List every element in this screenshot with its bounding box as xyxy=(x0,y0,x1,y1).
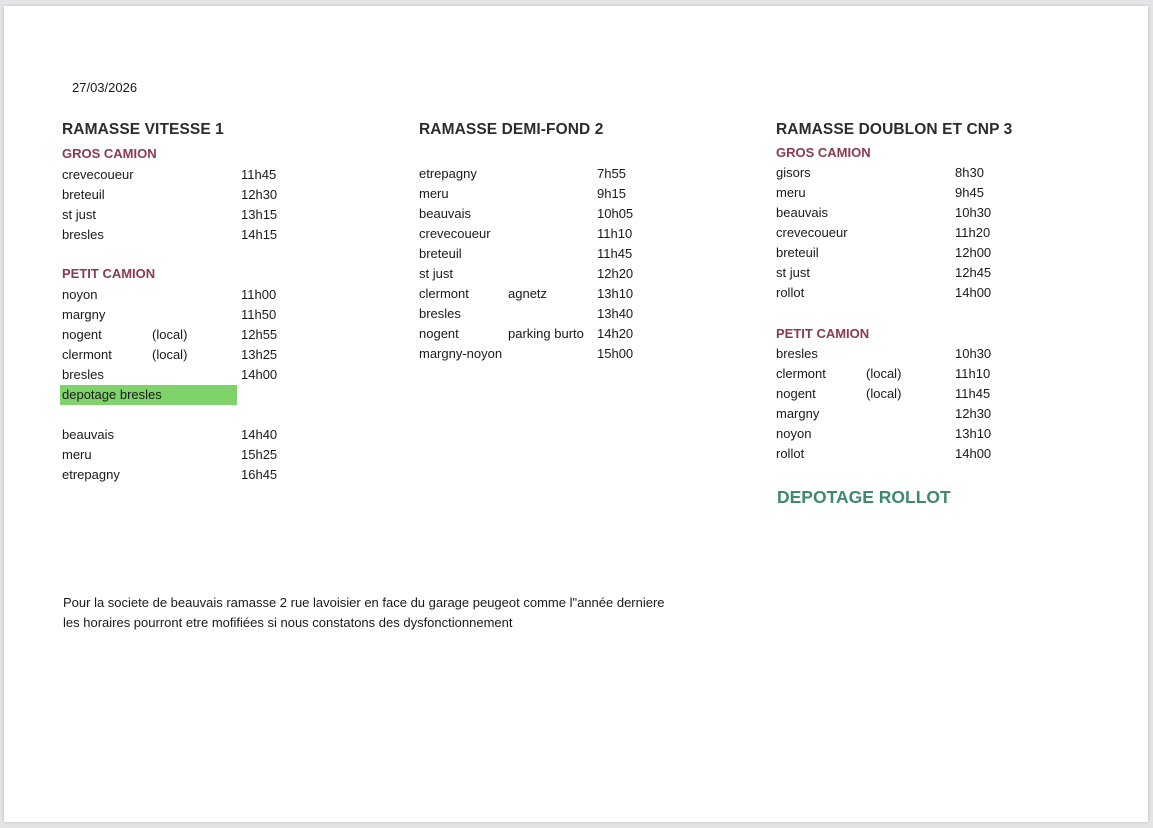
row-time: 14h00 xyxy=(241,367,278,382)
row-place: breteuil xyxy=(419,246,462,261)
document-page xyxy=(4,6,1148,822)
footer-note-line1: Pour la societe de beauvais ramasse 2 rue lavoisier en face du garage peugeot comme l"année derniere xyxy=(63,595,665,610)
row-place: margny-noyon xyxy=(419,346,503,361)
row-time: 14h00 xyxy=(955,285,992,300)
col1-gros-label: GROS CAMION xyxy=(62,146,157,161)
row-note: (local) xyxy=(866,366,902,381)
row-place: crevecoueur xyxy=(62,167,134,182)
row-time: 12h30 xyxy=(955,406,992,421)
row-place: breteuil xyxy=(62,187,105,202)
row-place: clermont xyxy=(62,347,112,362)
row-place: noyon xyxy=(776,426,812,441)
row-time: 15h00 xyxy=(597,346,634,361)
row-time: 11h10 xyxy=(955,366,991,381)
row-time: 14h20 xyxy=(597,326,634,341)
row-note: (local) xyxy=(152,347,188,362)
row-place: clermont xyxy=(776,366,826,381)
row-time: 10h30 xyxy=(955,346,992,361)
row-time: 12h00 xyxy=(955,245,992,260)
row-time: 13h25 xyxy=(241,347,278,362)
col1-petit-label: PETIT CAMION xyxy=(62,266,156,281)
row-place: nogent xyxy=(419,326,459,341)
row-place: beauvais xyxy=(62,427,115,442)
footer-note-line2: les horaires pourront etre mofifiées si nous constatons des dysfonctionnement xyxy=(63,615,513,630)
row-time: 12h55 xyxy=(241,327,278,342)
row-place: rollot xyxy=(776,285,805,300)
row-place: breteuil xyxy=(776,245,819,260)
col3-depotage-label: DEPOTAGE ROLLOT xyxy=(777,487,951,507)
row-time: 11h00 xyxy=(241,287,277,302)
row-place: meru xyxy=(419,186,449,201)
row-time: 15h25 xyxy=(241,447,278,462)
row-time: 13h10 xyxy=(597,286,634,301)
col3-petit-label: PETIT CAMION xyxy=(776,326,870,341)
row-place: margny xyxy=(776,406,820,421)
row-note: parking burto xyxy=(508,326,584,341)
row-note: (local) xyxy=(866,386,902,401)
row-place: crevecoueur xyxy=(776,225,848,240)
col1-depotage-highlight: depotage bresles xyxy=(60,385,237,405)
row-place: rollot xyxy=(776,446,805,461)
row-place: nogent xyxy=(62,327,102,342)
row-time: 11h50 xyxy=(241,307,277,322)
row-note: agnetz xyxy=(508,286,548,301)
col3-title: RAMASSE DOUBLON ET CNP 3 xyxy=(776,121,1013,138)
row-time: 14h15 xyxy=(241,227,278,242)
row-place: meru xyxy=(776,185,806,200)
row-place: etrepagny xyxy=(419,166,477,181)
row-time: 13h40 xyxy=(597,306,634,321)
row-time: 13h15 xyxy=(241,207,278,222)
row-place: st just xyxy=(419,266,453,281)
row-time: 11h45 xyxy=(597,246,633,261)
row-note: (local) xyxy=(152,327,188,342)
row-time: 9h15 xyxy=(597,186,626,201)
row-place: meru xyxy=(62,447,92,462)
row-time: 12h20 xyxy=(597,266,634,281)
row-time: 11h20 xyxy=(955,225,991,240)
row-time: 10h30 xyxy=(955,205,992,220)
row-place: margny xyxy=(62,307,106,322)
row-place: beauvais xyxy=(776,205,829,220)
row-time: 12h30 xyxy=(241,187,278,202)
row-time: 11h10 xyxy=(597,226,633,241)
row-place: bresles xyxy=(62,367,104,382)
row-time: 10h05 xyxy=(597,206,634,221)
row-place: st just xyxy=(62,207,96,222)
row-place: bresles xyxy=(776,346,818,361)
row-time: 11h45 xyxy=(955,386,991,401)
row-place: crevecoueur xyxy=(419,226,491,241)
col1-title: RAMASSE VITESSE 1 xyxy=(62,121,224,138)
row-time: 11h45 xyxy=(241,167,277,182)
row-place: st just xyxy=(776,265,810,280)
row-place: bresles xyxy=(62,227,104,242)
row-place: beauvais xyxy=(419,206,472,221)
row-time: 7h55 xyxy=(597,166,626,181)
row-place: etrepagny xyxy=(62,467,120,482)
row-place: gisors xyxy=(776,165,811,180)
row-time: 8h30 xyxy=(955,165,984,180)
col2-title: RAMASSE DEMI-FOND 2 xyxy=(419,121,604,138)
row-place: bresles xyxy=(419,306,461,321)
row-time: 14h00 xyxy=(955,446,992,461)
row-time: 13h10 xyxy=(955,426,992,441)
document-date: 27/03/2026 xyxy=(72,80,138,95)
row-place: clermont xyxy=(419,286,469,301)
row-place: nogent xyxy=(776,386,816,401)
row-place: noyon xyxy=(62,287,98,302)
row-time: 16h45 xyxy=(241,467,278,482)
row-time: 14h40 xyxy=(241,427,278,442)
row-time: 9h45 xyxy=(955,185,984,200)
col3-gros-label: GROS CAMION xyxy=(776,145,871,160)
row-time: 12h45 xyxy=(955,265,992,280)
